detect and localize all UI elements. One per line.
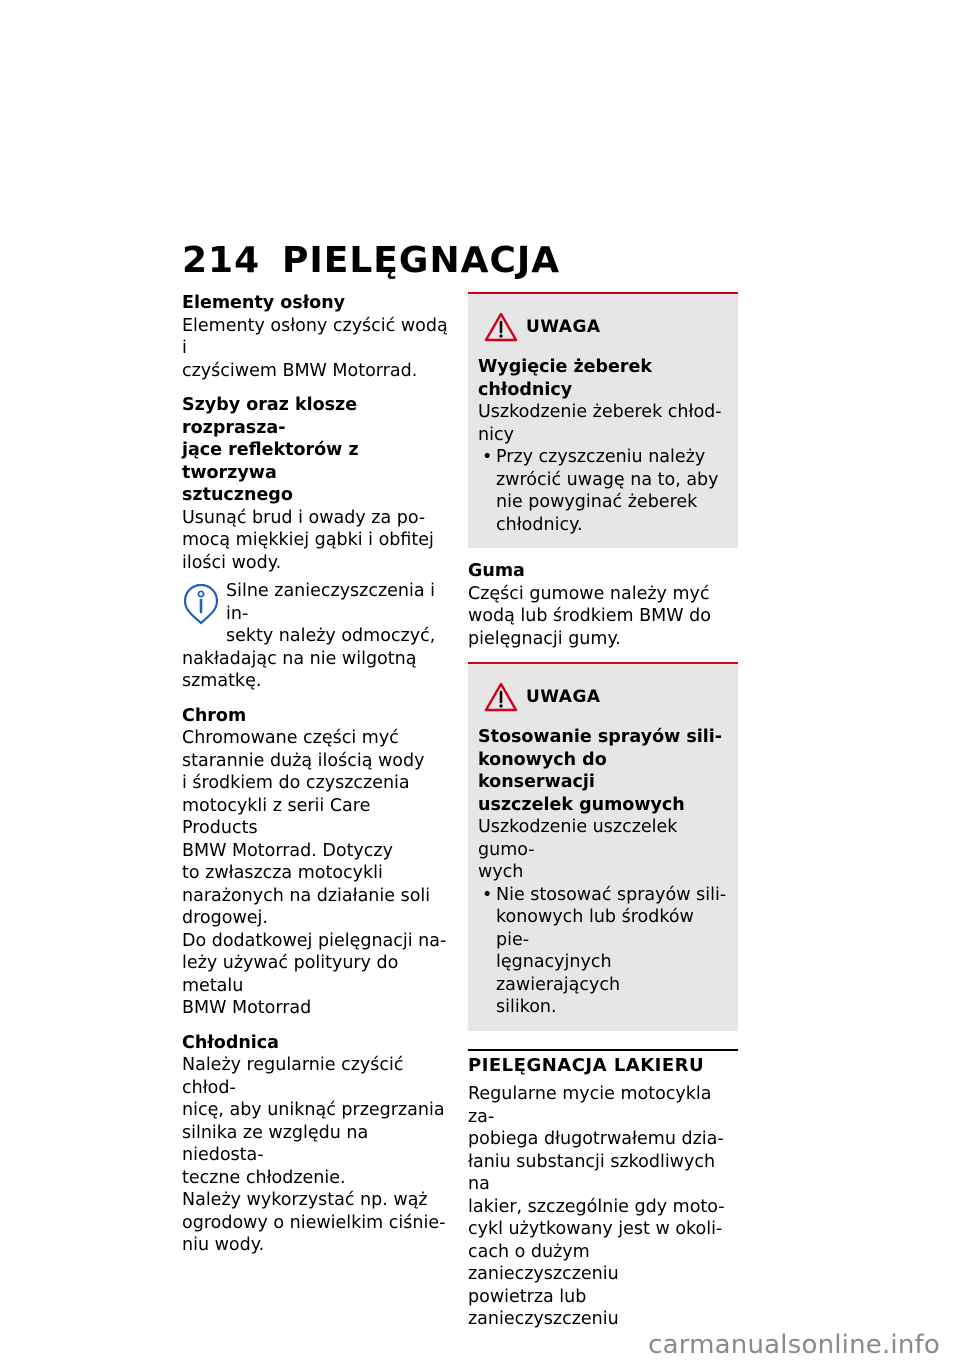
text-line: ogrodowy o niewielkim ciśnie- [182, 1212, 446, 1233]
bullet-item: • Przy czyszczeniu należy [478, 446, 728, 469]
page-title: PIELĘGNACJA [282, 240, 561, 281]
watermark: carmanualsonline.info [648, 1330, 940, 1360]
bullet-item: • Nie stosować sprayów sili- [478, 884, 728, 907]
text-line: leży używać polityury do metalu [182, 953, 399, 996]
note [182, 580, 450, 693]
warning-box [468, 662, 738, 1031]
text-line: Regularne mycie motocykla za- [468, 1084, 712, 1127]
section-paint [468, 1083, 738, 1331]
warning-triangle-icon [484, 682, 518, 712]
left-column [182, 292, 450, 1269]
section-heading: Guma [468, 561, 525, 581]
warning-label: UWAGA [526, 316, 601, 337]
warning-triangle-icon [484, 312, 518, 342]
warning-title-line: konowych do konserwacji [478, 749, 607, 792]
section-heading-line: sztucznego [182, 485, 293, 505]
text-line: mocą miękkiej gąbki i obfitej [182, 530, 434, 550]
warning-box [468, 292, 738, 548]
note-line: sekty należy odmoczyć, [226, 626, 436, 646]
warning-title-line: Stosowanie sprayów sili- [478, 727, 723, 747]
text-line: Do dodatkowej pielęgnacji na- [182, 930, 447, 951]
bullet-line: nie powyginać żeberek [496, 492, 698, 512]
text-line: nicy [478, 424, 514, 445]
section-heading: Chłodnica [182, 1032, 279, 1053]
text-line: Elementy osłony czyścić wodą i [182, 315, 448, 358]
text-line: Uszkodzenie uszczelek gumo- [478, 817, 678, 860]
note-line: nakładając na nie wilgotną [182, 648, 417, 669]
text-line: BMW Motorrad [182, 998, 312, 1018]
bullet-line: lęgnacyjnych zawierających [496, 952, 621, 995]
text-line: łaniu substancji szkodliwych na [468, 1151, 716, 1194]
warning-label: UWAGA [526, 686, 601, 707]
bullet-line: chłodnicy. [496, 514, 583, 535]
text-line: Części gumowe należy myć [468, 583, 710, 604]
text-line: narażonych na działanie soli [182, 885, 431, 906]
text-line: to zwłaszcza motocykli [182, 863, 383, 883]
text-line: lakier, szczególnie gdy moto- [468, 1196, 725, 1217]
warning-title: Wygięcie żeberek chłodnicy [478, 357, 653, 400]
note-line: Silne zanieczyszczenia i in- [226, 581, 436, 624]
text-line: ilości wody. [182, 552, 282, 573]
section-heading: Elementy osłony [182, 293, 346, 313]
text-line: motocykli z serii Care Products [182, 795, 371, 838]
section-heading-line: Szyby oraz klosze rozprasza- [182, 395, 358, 438]
bullet-line: konowych lub środków pie- [496, 907, 694, 950]
page-header [182, 240, 560, 281]
section-heading: Chrom [182, 705, 247, 726]
text-line: Chromowane części myć [182, 728, 399, 748]
text-line: Należy wykorzystać np. wąż [182, 1190, 428, 1210]
section-title-paint: PIELĘGNACJA LAKIERU [468, 1049, 738, 1078]
info-icon [182, 582, 220, 626]
text-line: wych [478, 862, 524, 882]
text-line: wodą lub środkiem BMW do [468, 606, 711, 626]
text-line: Uszkodzenie żeberek chłod- [478, 402, 722, 422]
text-line: BMW Motorrad. Dotyczy [182, 840, 393, 861]
text-line: cykl użytkowany jest w okoli- [468, 1219, 723, 1239]
text-line: pobiega długotrwałemu dzia- [468, 1129, 724, 1149]
text-line: i środkiem do czyszczenia [182, 773, 410, 793]
section-chrome [182, 705, 450, 1020]
bullet-line: zwrócić uwagę na to, aby [496, 469, 719, 490]
text-line: nicę, aby uniknąć przegrzania [182, 1100, 445, 1120]
section-heading-line: jące reflektorów z tworzywa [182, 440, 359, 483]
section-glass [182, 394, 450, 693]
bullet-line: silikon. [496, 997, 557, 1017]
section-radiator [182, 1032, 450, 1257]
section-elements [182, 292, 450, 382]
right-column [468, 292, 738, 1331]
text-line: czyściwem BMW Motorrad. [182, 360, 418, 381]
text-line: pielęgnacji gumy. [468, 628, 621, 649]
warning-header [484, 682, 728, 712]
text-line: cach o dużym zanieczyszczeniu [468, 1241, 619, 1284]
warning-header [484, 312, 728, 342]
text-line: Należy regularnie czyścić chłod- [182, 1055, 404, 1098]
note-line: szmatkę. [182, 671, 262, 691]
text-line: teczne chłodzenie. [182, 1167, 346, 1188]
section-rubber [468, 560, 738, 650]
text-line: drogowej. [182, 908, 268, 928]
page-number: 214 [182, 240, 261, 281]
warning-title-line: uszczelek gumowych [478, 794, 685, 815]
text-line: silnika ze względu na niedosta- [182, 1122, 369, 1165]
text-line: Usunąć brud i owady za po- [182, 507, 426, 528]
text-line: starannie dużą ilością wody [182, 750, 425, 771]
text-line: powietrza lub zanieczyszczeniu [468, 1286, 619, 1329]
text-line: niu wody. [182, 1235, 265, 1255]
